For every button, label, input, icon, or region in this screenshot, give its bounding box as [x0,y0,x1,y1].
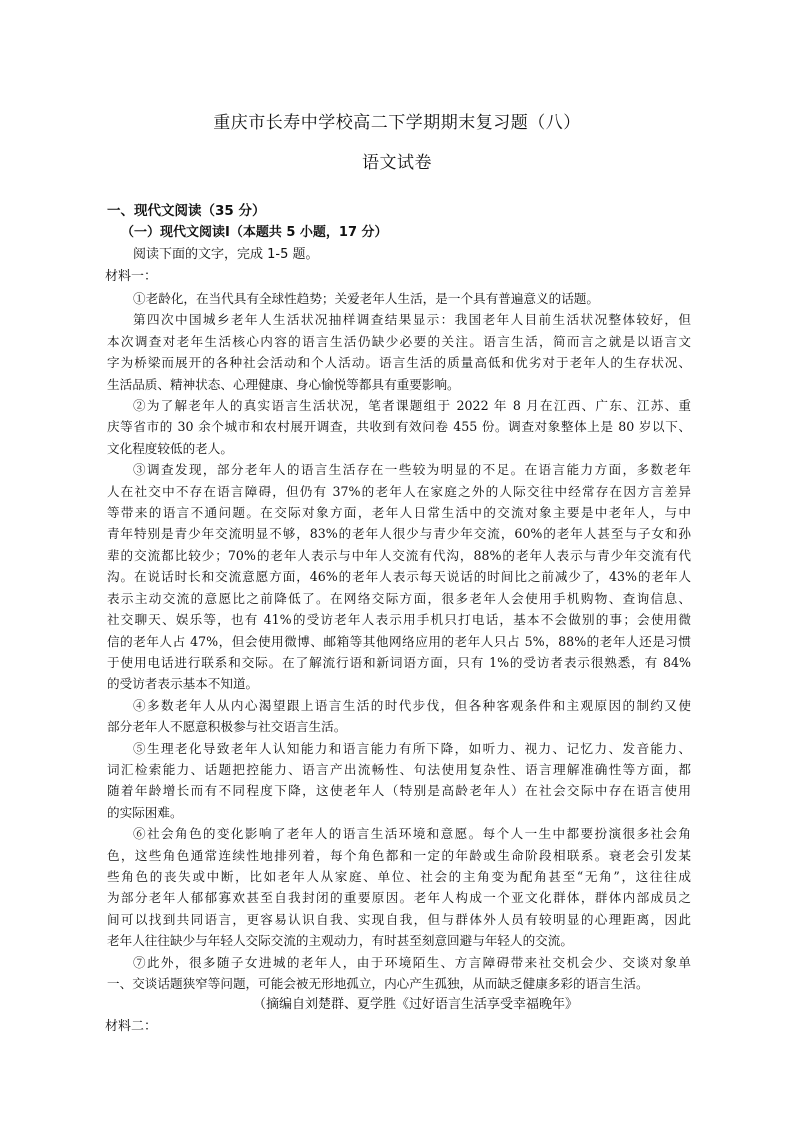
instruction-text: 阅读下面的文字，完成 1-5 题。 [133,247,319,262]
paragraph-line: 部分老年人不愿意积极参与社交语言生活。 [107,719,347,735]
paragraph-4 [107,459,691,694]
paragraph-line: ⑥社会角色的变化影响了老年人的语言生活环境和意愿。每个人一生中都要扮演很多社会角 [133,826,691,842]
paragraph-line: 间可以找到共同语言，更容易认识自我、实现自我，但与群体外人员有较明显的心理距离，因此 [107,911,691,927]
page-subtitle: 语文试卷 [362,153,432,173]
paragraph-line: ①老龄化，在当代具有全球性趋势；关爱老年人生活，是一个具有普遍意义的话题。 [133,291,599,306]
paragraph-1 [107,288,691,309]
paragraph-line: 辈的交流都比较少；70%的老年人表示与中年人交流有代沟，88%的老年人表示与青少年交流有代 [107,547,691,563]
paragraph-line: 本次调查对老年生活核心内容的语言生活仍缺少必要的关注。语言生活，简而言之就是以语言文 [107,333,691,349]
paragraph-line: 一、交谈话题狭窄等问题，可能会被无形地孤立，内心产生孤独，从而缺乏健康多彩的语言生活。 [107,976,649,991]
paragraph-line: 社交聊天、娱乐等，也有 41%的受访老年人表示用手机只打电话，基本不会做别的事；会使用微 [107,612,691,628]
paragraph-line: 青年特别是青少年交流明显不够，83%的老年人很少与青少年交流，60%的老年人甚至与子女和孙 [107,526,691,542]
paragraph-line: ⑦此外，很多随子女进城的老年人，由于环境陌生、方言障碍带来社交机会少、交谈对象单 [133,954,691,970]
paragraph-line: 表示主动交流的意愿比之前降低了。在网络交际方面，很多老年人会使用手机购物、查询信息、 [107,590,691,606]
paragraph-line: 老年人往往缺少与年轻人交际交流的主观动力，有时甚至刻意回避与年轻人的交流。 [107,933,573,949]
paragraph-line: 于使用电话进行联系和交际。在了解流行语和新词语方面，只有 1%的受访者表示很熟悉，有 84% [107,654,691,670]
paragraph-line: 第四次中国城乡老年人生活状况抽样调查结果显示：我国老年人目前生活状况整体较好，但 [133,312,691,328]
paragraph-line: 庆等省市的 30 余个城市和农村展开调查，共收到有效问卷 455 份。调查对象整体上是 80 岁以下、 [107,419,691,435]
paragraph-line: 等带来的语言不通问题。在交际对象方面，老年人日常生活中的交流对象主要是中老年人，与中 [107,505,691,521]
paragraph-line: ②为了解老年人的真实语言生活状况，笔者课题组于 2022 年 8 月在江西、广东、江苏、重 [133,398,691,414]
page-title: 重庆市长寿中学校高二下学期期末复习题（八） [213,113,581,133]
material-label: 材料二： [105,1019,158,1035]
paragraph-line: 词汇检索能力、话题把控能力、语言产出流畅性、句法使用复杂性、语言理解准确性等方面，都 [107,761,691,777]
paragraph-line: ④多数老年人从内心渴望跟上语言生活的时代步伐，但各种客观条件和主观原因的制约又使 [133,697,691,713]
subsection-heading: （一）现代文阅读Ⅰ（本题共 5 小题，17 分） [121,225,388,240]
paragraph-line: 随着年龄增长而有不同程度下降，这使老年人（特别是高龄老年人）在社会交际中存在语言使用 [107,783,691,799]
paragraph-line: 生活品质、精神状态、心理健康、身心愉悦等都具有重要影响。 [107,376,460,392]
paragraph-line: 人在社交中不存在语言障碍，但仍有 37%的老年人在家庭之外的人际交往中经常存在因方言差异 [107,483,691,499]
paragraph-line: 字为桥梁而展开的各种社会活动和个人活动。语言生活的质量高低和优劣对于老年人的生存状况、 [107,355,691,371]
paragraph-line: ③调查发现，部分老年人的语言生活存在一些较为明显的不足。在语言能力方面，多数老年 [133,462,691,478]
paragraph-line: 沟。在说话时长和交流意愿方面，46%的老年人表示每天说话的时间比之前减少了，43%的老年人 [107,569,691,585]
material-label: 材料一： [105,269,158,284]
paragraph-line: 信的老年人占 47%，但会使用微博、邮箱等其他网络应用的老年人只占 5%，88%的老年人还是习惯 [107,633,691,649]
document-body [107,200,691,1038]
paragraph-6 [107,738,691,824]
paragraph-7 [107,823,691,951]
paragraph-line: ⑤生理老化导致老年人认知能力和语言能力有所下降，如听力、视力、记忆力、发音能力、 [133,740,691,756]
paragraph-line: 为部分老年人郁郁寡欢甚至自我封闭的重要原因。老年人构成一个亚文化群体，群体内部成员之 [107,890,691,906]
paragraph-line: 的受访者表示基本不知道。 [107,676,259,692]
paragraph-8 [107,952,691,995]
paragraph-line: 的实际困难。 [107,804,183,820]
paragraph-line: 文化程度较低的老人。 [107,440,233,456]
paragraph-3 [107,395,691,459]
paragraph-5 [107,695,691,738]
section-heading: 一、现代文阅读（35 分） [107,203,266,219]
paragraph-line: 些角色的丧失或中断，比如老年人从家庭、单位、社会的主角变为配角甚至“无角”，这往往成 [107,868,691,884]
source-citation: （摘编自刘楚群、夏学胜《过好语言生活享受幸福晚年》 [253,997,579,1013]
paragraph-line: 色，这些角色通常连续性地排列着，每个角色都和一定的年龄或生命阶段相联系。衰老会引发某 [107,847,691,863]
paragraph-2 [107,309,691,395]
